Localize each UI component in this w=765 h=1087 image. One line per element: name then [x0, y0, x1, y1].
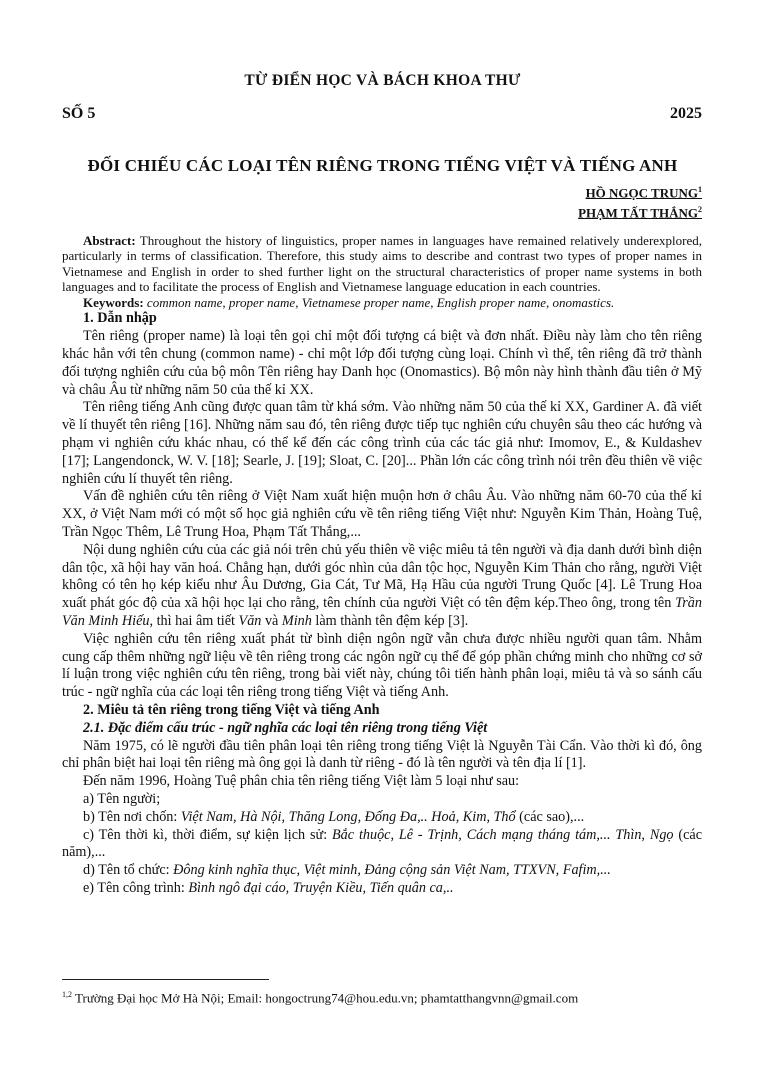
section-heading: 1. Dẫn nhập [83, 310, 157, 327]
text-run: e) Tên công trình: [83, 879, 189, 896]
italic-run: Bình ngô đại cáo, Truyện Kiều, Tiến quân ca,.. [188, 879, 454, 896]
paragraph: Tên riêng (proper name) là loại tên gọi chỉ một đối tượng cá biệt và đơn nhất. Điều này làm cho tên riêng khác hẳn với tên chung (common name) - chỉ một lớp đối tượng cùng loại. Chính vì thế, tên riêng đã trở thành đối tượng nghiên cứu của bộ môn Tên riêng hay Danh học (Onomastics). Bộ môn này hình thành đầu tiên ở Mỹ và châu Âu từ những năm 50 của thế kỉ XX. [62, 328, 702, 398]
list-item [62, 862, 702, 880]
text-run: và [261, 613, 282, 630]
paragraph: Vấn đề nghiên cứu tên riêng ở Việt Nam xuất hiện muộn hơn ở châu Âu. Vào những năm 60-70 của thế kỉ XX, ở Việt Nam mới có một số học giả nghiên cứu về tên riêng tiếng Việt như: Nguyễn Kim Thản, Hoàng Tuệ, Trần Ngọc Thêm, Lê Trung Hoa, Phạm Tất Thắng,... [62, 488, 702, 541]
abstract-text: Throughout the history of linguistics, proper names in languages have remained relatively underexplored, particularly in terms of classification. Therefore, this study aims to describe and contrast two types of proper names in Vietnamese and English in order to shed further light on the structural characteristics of proper name systems in both languages and to facilitate the process of English and Vietnamese language education in each countries. [62, 233, 702, 294]
journal-title: TỪ ĐIỂN HỌC VÀ BÁCH KHOA THƯ [244, 72, 521, 89]
paragraph [62, 542, 702, 631]
list-item [62, 880, 702, 898]
text-run: d) Tên tổ chức: [83, 862, 174, 879]
author-affiliation-mark: 1 [698, 185, 702, 194]
italic-run: Trần Văn Minh Hiếu [62, 595, 702, 630]
paragraph: Tên riêng tiếng Anh cũng được quan tâm từ khá sớm. Vào những năm 50 của thế kỉ XX, Gardiner A. đã viết về lí thuyết tên riêng [16]. Những năm sau đó, tên riêng được tiếp tục nghiên cứu chuyên sâu theo các hướng và phạm vi nghiên cứu khác nhau, có thể kể đến các công trình của các tác giả như: Imomov, E., & Kuldashev [17]; Langendonck, W. V. [18]; Searle, J. [19]; Sloat, C. [20]... Phần lớn các công trình nói trên đều thiên về việc nghiên cứu lí thuyết tên riêng. [62, 399, 702, 487]
article-title: ĐỐI CHIẾU CÁC LOẠI TÊN RIÊNG TRONG TIẾNG VIỆT VÀ TIẾNG ANH [87, 156, 678, 175]
text-run: (các sao),... [515, 808, 585, 825]
text-run: (các năm),... [62, 826, 702, 861]
keywords [62, 295, 702, 310]
section-heading: 2. Miêu tả tên riêng trong tiếng Việt và tiếng Anh [83, 702, 380, 719]
keywords-label: Keywords: [83, 295, 144, 311]
italic-run: Việt Nam, Hà Nội, Thăng Long, Đống Đa,.. Hoả, Kim, Thổ [180, 808, 516, 825]
footnote-mark: 1,2 [62, 990, 72, 999]
paragraph: Việc nghiên cứu tên riêng xuất phát từ bình diện ngôn ngữ vẫn chưa được nhiều người quan tâm. Nhằm cung cấp thêm những ngữ liệu về tên riêng trong các ngôn ngữ cụ thể để góp phần chứng minh cho những cơ sở lí luận trong việc nghiên cứu tên riêng, trong bài viết này, chúng tôi tiến hành phân loại, miêu tả và so sánh cấu trúc - ngữ nghĩa của các loại tên riêng trong tiếng Việt và tiếng Anh. [62, 630, 702, 701]
paragraph: Năm 1975, có lẽ người đầu tiên phân loại tên riêng trong tiếng Việt là Nguyễn Tài Cẩn. Vào thời kì đó, ông chỉ phân biệt hai loại tên riêng mà ông gọi là danh từ riêng - đó là tên người và tên địa lí [1]. [62, 737, 702, 772]
issue-year: 2025 [670, 105, 702, 122]
text-run: , thì hai âm tiết [149, 613, 239, 630]
list-item [62, 809, 702, 827]
author-affiliation-mark: 2 [698, 205, 702, 214]
list-item [62, 827, 702, 863]
text-run: b) Tên nơi chốn: [83, 808, 181, 825]
author-2 [578, 205, 702, 221]
author-name: HỒ NGỌC TRUNG [585, 185, 698, 201]
footnote-divider [62, 979, 269, 980]
text-run: c) Tên thời kì, thời điểm, sự kiện lịch sử: [83, 826, 333, 843]
italic-run: Bắc thuộc, Lê - Trịnh, Cách mạng tháng tám,... Thìn, Ngọ [332, 826, 674, 843]
italic-run: Văn [238, 613, 262, 630]
text-run: làm thành tên đệm kép [3]. [311, 613, 469, 630]
issue-number: SỐ 5 [62, 105, 96, 122]
abstract-label: Abstract: [83, 233, 136, 248]
article-body [62, 233, 702, 898]
abstract [62, 233, 702, 294]
list-item: a) Tên người; [83, 791, 161, 807]
paragraph: Đến năm 1996, Hoàng Tuệ phân chia tên riêng tiếng Việt làm 5 loại như sau: [83, 773, 520, 790]
footnote [62, 990, 578, 1006]
author-name: PHẠM TẤT THẮNG [578, 205, 698, 221]
keywords-text: common name, proper name, Vietnamese proper name, English proper name, onomastics. [146, 295, 615, 311]
author-1 [586, 185, 702, 201]
subsection-heading: 2.1. Đặc điểm cấu trúc - ngữ nghĩa các loại tên riêng trong tiếng Việt [83, 719, 488, 736]
italic-run: Đông kinh nghĩa thục, Việt minh, Đảng cộng sản Việt Nam, TTXVN, Fafim,... [173, 862, 611, 879]
text-run: Nội dung nghiên cứu của các giả nói trên chủ yếu thiên về việc miêu tả tên người và địa danh dưới bình diện dân tộc, xã hội hay văn hoá. Chẳng hạn, dưới góc nhìn của dân tộc học, Nguyễn Kim Thản cho rằng, người Việt không có tên họ kép kiểu như Âu Dương, Gia Cát, Tư Mã, Hạ Hầu của người Trung Quốc [4]. Lê Trung Hoa xuất phát góc độ của xã hội học lại cho rằng, tên chính của người Việt có tên đệm kép.Theo ông, trong tên [62, 541, 702, 612]
italic-run: Minh [281, 613, 312, 630]
footnote-text: Trường Đại học Mở Hà Nội; Email: hongoctrung74@hou.edu.vn; phamtatthangvnn@gmail.com [72, 990, 579, 1006]
